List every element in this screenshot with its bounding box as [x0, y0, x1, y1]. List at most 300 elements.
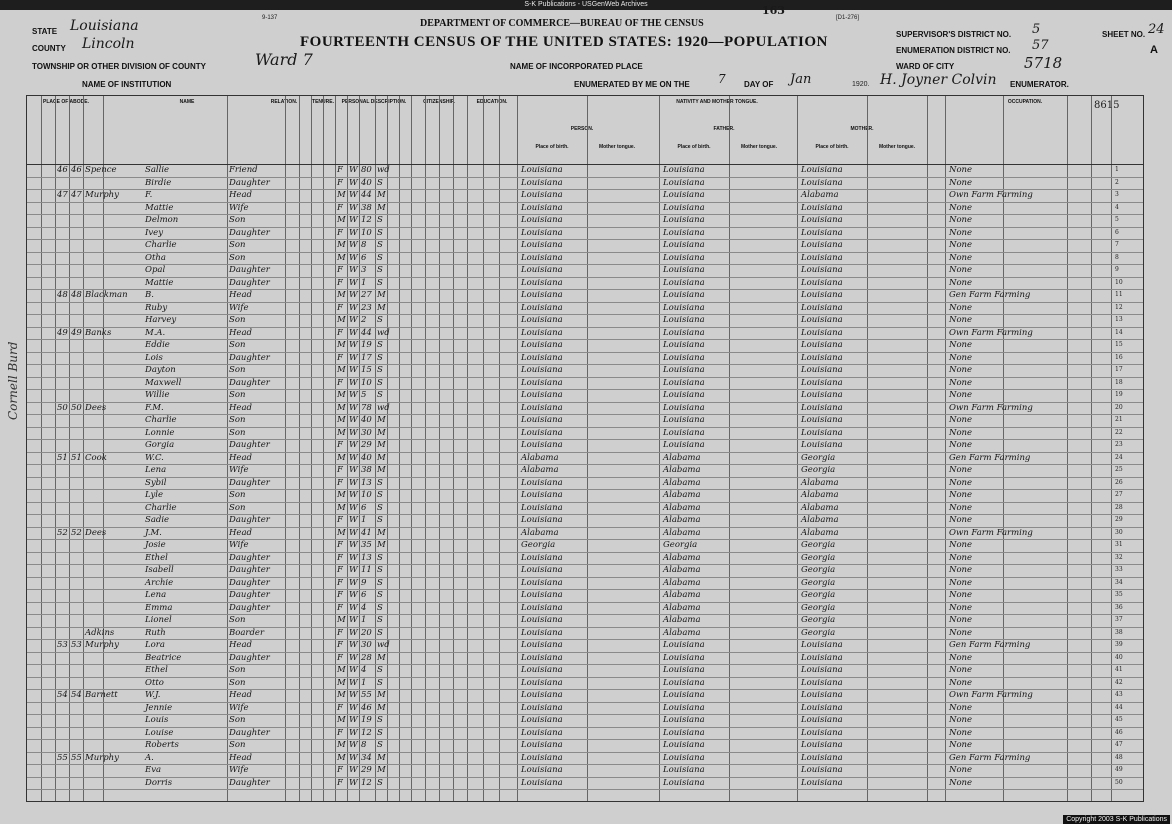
family-number: 55 — [71, 752, 82, 763]
table-row — [27, 502, 1143, 514]
birthplace-cell: Louisiana — [521, 240, 563, 250]
relation-cell: Son — [229, 740, 246, 750]
given-name-cell: Lonnie — [145, 427, 175, 438]
line-number: 19 — [1115, 391, 1123, 398]
age-cell: 35 — [361, 540, 372, 550]
occupation-cell: None — [949, 615, 973, 625]
marital-status-cell: M — [377, 652, 386, 663]
given-name-cell: Lyle — [145, 490, 164, 500]
mother-birthplace-cell: Georgia — [801, 565, 836, 575]
mother-birthplace-cell: Alabama — [801, 515, 839, 525]
occupation-cell: None — [949, 465, 973, 475]
table-row — [27, 289, 1143, 301]
occupation-cell: None — [949, 765, 973, 775]
father-birthplace-cell: Alabama — [663, 452, 701, 463]
race-cell: W — [349, 365, 358, 375]
occupation-cell: None — [949, 502, 973, 513]
sex-cell: M — [337, 190, 346, 200]
marital-status-cell: S — [377, 590, 383, 600]
race-cell: W — [349, 190, 358, 200]
enumerated-month: Jan — [790, 72, 812, 87]
marital-status-cell: M — [377, 540, 386, 550]
father-tongue-header: Mother tongue. — [740, 144, 778, 150]
age-cell: 29 — [361, 440, 372, 450]
sex-cell: M — [337, 290, 346, 300]
table-row — [27, 364, 1143, 376]
surname-cell: Murphy — [85, 190, 119, 200]
dwelling-number: 51 — [57, 452, 68, 463]
relation-cell: Son — [229, 215, 246, 225]
relation-cell: Daughter — [229, 552, 270, 563]
marital-status-cell: S — [377, 615, 383, 625]
occupation-cell: None — [949, 602, 973, 613]
line-number: 40 — [1115, 653, 1123, 661]
relation-header: RELATION. — [270, 99, 298, 105]
birthplace-cell: Louisiana — [521, 502, 563, 513]
marital-status-cell: S — [377, 565, 383, 575]
father-birthplace-cell: Louisiana — [663, 377, 705, 388]
mother-birthplace-cell: Georgia — [801, 552, 836, 563]
sex-cell: F — [337, 277, 343, 288]
father-birthplace-cell: Louisiana — [663, 240, 705, 250]
township-value: Ward 7 — [255, 50, 313, 69]
mother-birthplace-cell: Louisiana — [801, 227, 843, 238]
father-birthplace-cell: Louisiana — [663, 665, 705, 675]
marital-status-cell: S — [377, 377, 383, 388]
table-row — [27, 489, 1143, 501]
sheet-value: 24 — [1148, 22, 1165, 37]
father-birthplace-cell: Louisiana — [663, 302, 705, 313]
dwelling-number: 52 — [57, 527, 68, 538]
father-birthplace-cell: Louisiana — [663, 215, 705, 225]
father-birthplace-cell: Georgia — [663, 540, 698, 550]
birthplace-cell: Louisiana — [521, 290, 563, 300]
birthplace-cell: Louisiana — [521, 552, 563, 563]
relation-cell: Wife — [229, 702, 249, 713]
family-number: 47 — [71, 190, 82, 200]
surname-cell: Banks — [85, 327, 112, 338]
occupation-cell: None — [949, 565, 973, 575]
birthplace-cell: Louisiana — [521, 602, 563, 613]
line-number: 28 — [1115, 503, 1123, 511]
race-cell: W — [349, 765, 358, 775]
sex-cell: F — [337, 165, 343, 175]
sex-cell: F — [337, 440, 343, 450]
table-row — [27, 589, 1143, 601]
surname-cell: Murphy — [85, 752, 119, 763]
father-birthplace-cell: Alabama — [663, 552, 701, 563]
line-number: 33 — [1115, 566, 1123, 573]
relation-cell: Head — [229, 327, 252, 338]
relation-cell: Daughter — [229, 602, 270, 613]
race-cell: W — [349, 340, 358, 350]
line-number: 9 — [1115, 266, 1119, 273]
table-row — [27, 727, 1143, 739]
table-row — [27, 427, 1143, 439]
given-name-cell: Louise — [145, 727, 174, 738]
relation-cell: Son — [229, 677, 246, 688]
age-cell: 1 — [361, 277, 367, 288]
age-cell: 20 — [361, 627, 372, 638]
relation-cell: Wife — [229, 540, 249, 550]
occupation-cell: None — [949, 490, 973, 500]
marital-status-cell: S — [377, 490, 383, 500]
age-cell: 23 — [361, 302, 372, 313]
line-number: 25 — [1115, 466, 1123, 473]
given-name-cell: Charlie — [145, 415, 177, 425]
surname-cell: Dees — [85, 402, 107, 413]
relation-cell: Head — [229, 190, 252, 200]
table-row — [27, 439, 1143, 451]
relation-cell: Daughter — [229, 352, 270, 363]
line-number: 29 — [1115, 516, 1123, 523]
race-cell: W — [349, 602, 358, 613]
occupation-cell: None — [949, 440, 973, 450]
line-number: 16 — [1115, 353, 1123, 361]
father-birthplace-cell: Louisiana — [663, 315, 705, 325]
birthplace-cell: Louisiana — [521, 390, 563, 400]
age-cell: 30 — [361, 427, 372, 438]
occupation-cell: None — [949, 590, 973, 600]
father-birthplace-cell: Louisiana — [663, 765, 705, 775]
age-cell: 40 — [361, 452, 372, 463]
age-cell: 3 — [361, 265, 367, 275]
race-cell: W — [349, 452, 358, 463]
mother-birthplace-cell: Louisiana — [801, 315, 843, 325]
form-number: 9-137 — [262, 15, 278, 21]
father-birthplace-cell: Alabama — [663, 615, 701, 625]
sheet-stamp: 8615 — [1094, 100, 1120, 111]
given-name-cell: Jennie — [145, 702, 173, 713]
age-cell: 41 — [361, 527, 372, 538]
birthplace-cell: Louisiana — [521, 702, 563, 713]
birthplace-cell: Louisiana — [521, 365, 563, 375]
ward-label: WARD OF CITY — [896, 62, 955, 71]
age-cell: 6 — [361, 590, 367, 600]
mother-birthplace-cell: Louisiana — [801, 302, 843, 313]
marital-status-cell: M — [377, 690, 386, 700]
family-number: 50 — [71, 402, 82, 413]
mother-birthplace-cell: Louisiana — [801, 440, 843, 450]
birthplace-cell: Louisiana — [521, 277, 563, 288]
father-birthplace-cell: Louisiana — [663, 402, 705, 413]
given-name-cell: Roberts — [145, 740, 179, 750]
mother-birthplace-cell: Louisiana — [801, 777, 843, 788]
table-row — [27, 714, 1143, 726]
occupation-cell: None — [949, 427, 973, 438]
given-name-cell: Mattie — [145, 202, 174, 213]
age-cell: 12 — [361, 215, 372, 225]
marital-status-cell: S — [377, 577, 383, 588]
occupation-cell: None — [949, 390, 973, 400]
given-name-cell: Otha — [145, 252, 166, 263]
mother-birthplace-cell: Georgia — [801, 465, 836, 475]
age-cell: 27 — [361, 290, 372, 300]
occupation-cell: None — [949, 715, 973, 725]
race-cell: W — [349, 165, 358, 175]
county-value: Lincoln — [82, 36, 135, 52]
sex-cell: F — [337, 177, 343, 188]
table-row — [27, 564, 1143, 576]
mother-birthplace-cell: Louisiana — [801, 177, 843, 188]
page-number: 163 — [762, 4, 785, 17]
birthplace-cell: Alabama — [521, 465, 559, 475]
race-cell: W — [349, 615, 358, 625]
marital-status-cell: S — [377, 252, 383, 263]
mother-birthplace-cell: Louisiana — [801, 752, 843, 763]
age-cell: 15 — [361, 365, 372, 375]
marital-status-cell: M — [377, 752, 386, 763]
table-row — [27, 464, 1143, 476]
occupation-cell: None — [949, 277, 973, 288]
marital-status-cell: S — [377, 665, 383, 675]
sex-cell: F — [337, 352, 343, 363]
mother-birthplace-cell: Louisiana — [801, 365, 843, 375]
line-number: 17 — [1115, 366, 1123, 373]
father-birthplace-cell: Louisiana — [663, 165, 705, 175]
father-birthplace-cell: Alabama — [663, 502, 701, 513]
line-number: 8 — [1115, 253, 1119, 261]
age-cell: 19 — [361, 340, 372, 350]
mother-birthplace-cell: Louisiana — [801, 740, 843, 750]
mother-birthplace-cell: Louisiana — [801, 390, 843, 400]
line-number: 35 — [1115, 591, 1123, 598]
given-name-cell: Emma — [145, 602, 173, 613]
given-name-cell: Harvey — [145, 315, 177, 325]
birthplace-cell: Louisiana — [521, 315, 563, 325]
birthplace-cell: Louisiana — [521, 752, 563, 763]
line-number: 2 — [1115, 178, 1119, 186]
birthplace-cell: Louisiana — [521, 252, 563, 263]
relation-cell: Daughter — [229, 477, 270, 488]
occupation-cell: None — [949, 515, 973, 525]
age-cell: 2 — [361, 315, 367, 325]
given-name-cell: Sybil — [145, 477, 167, 488]
race-cell: W — [349, 240, 358, 250]
table-row — [27, 602, 1143, 614]
given-name-cell: Ivey — [145, 227, 163, 238]
birthplace-cell: Louisiana — [521, 477, 563, 488]
birthplace-cell: Louisiana — [521, 715, 563, 725]
sex-cell: F — [337, 377, 343, 388]
sex-cell: F — [337, 652, 343, 663]
table-row — [27, 177, 1143, 189]
race-cell: W — [349, 177, 358, 188]
birthplace-cell: Louisiana — [521, 427, 563, 438]
sex-cell: F — [337, 602, 343, 613]
line-number: 48 — [1115, 753, 1123, 761]
table-row — [27, 677, 1143, 689]
relation-cell: Head — [229, 640, 252, 650]
given-name-cell: B. — [145, 290, 154, 300]
table-row — [27, 664, 1143, 676]
mother-birthplace-cell: Louisiana — [801, 665, 843, 675]
top-banner: S-K Publications - USGenWeb Archives — [0, 0, 1172, 10]
father-birthplace-cell: Louisiana — [663, 677, 705, 688]
dwelling-number: 46 — [57, 165, 68, 175]
table-row — [27, 639, 1143, 651]
race-cell: W — [349, 327, 358, 338]
line-number: 13 — [1115, 316, 1123, 323]
age-cell: 1 — [361, 615, 367, 625]
marital-status-cell: S — [377, 352, 383, 363]
dwelling-number: 53 — [57, 640, 68, 650]
line-number: 41 — [1115, 666, 1123, 673]
given-name-cell: Ethel — [145, 552, 168, 563]
dwelling-number: 47 — [57, 190, 68, 200]
age-cell: 46 — [361, 702, 372, 713]
nativity-header: NATIVITY AND MOTHER TONGUE. — [676, 99, 758, 105]
line-number: 44 — [1115, 703, 1123, 711]
birthplace-cell: Louisiana — [521, 327, 563, 338]
father-birthplace-cell: Louisiana — [663, 252, 705, 263]
table-row — [27, 339, 1143, 351]
marital-status-cell: wd — [377, 640, 390, 650]
given-name-cell: Opal — [145, 265, 166, 275]
table-row — [27, 514, 1143, 526]
relation-cell: Head — [229, 752, 252, 763]
dwelling-number: 49 — [57, 327, 68, 338]
occupation-cell: None — [949, 215, 973, 225]
age-cell: 44 — [361, 190, 372, 200]
table-row — [27, 577, 1143, 589]
age-cell: 4 — [361, 665, 367, 675]
table-row — [27, 527, 1143, 539]
race-cell: W — [349, 677, 358, 688]
mother-birthplace-cell: Georgia — [801, 602, 836, 613]
age-cell: 40 — [361, 415, 372, 425]
family-number: 51 — [71, 452, 82, 463]
marital-status-cell: S — [377, 277, 383, 288]
line-number: 26 — [1115, 478, 1123, 486]
relation-cell: Wife — [229, 765, 249, 775]
sex-cell: F — [337, 702, 343, 713]
sex-cell: M — [337, 415, 346, 425]
mother-birthplace-cell: Louisiana — [801, 240, 843, 250]
surname-cell: Murphy — [85, 640, 119, 650]
enumerator-name: H. Joyner Colvin — [880, 72, 997, 88]
birthplace-cell: Louisiana — [521, 402, 563, 413]
age-cell: 13 — [361, 477, 372, 488]
page-title: FOURTEENTH CENSUS OF THE UNITED STATES: 1920—POPULATION — [300, 34, 828, 50]
line-number: 47 — [1115, 741, 1123, 748]
father-birthplace-cell: Louisiana — [663, 640, 705, 650]
given-name-cell: Ethel — [145, 665, 168, 675]
occupation-cell: Own Farm Farming — [949, 690, 1033, 700]
race-cell: W — [349, 302, 358, 313]
age-cell: 11 — [361, 565, 372, 575]
marital-status-cell: S — [377, 677, 383, 688]
race-cell: W — [349, 652, 358, 663]
marital-status-cell: M — [377, 415, 386, 425]
occupation-cell: None — [949, 665, 973, 675]
father-birthplace-cell: Alabama — [663, 602, 701, 613]
race-cell: W — [349, 515, 358, 525]
sex-cell: M — [337, 665, 346, 675]
mother-birthplace-cell: Louisiana — [801, 265, 843, 275]
race-cell: W — [349, 702, 358, 713]
relation-cell: Daughter — [229, 727, 270, 738]
mother-birth-header: Place of birth. — [815, 144, 849, 150]
mother-birthplace-cell: Louisiana — [801, 252, 843, 263]
age-cell: 55 — [361, 690, 372, 700]
marital-status-cell: M — [377, 465, 386, 475]
age-cell: 8 — [361, 740, 367, 750]
occupation-cell: None — [949, 727, 973, 738]
occupation-cell: None — [949, 552, 973, 563]
surname-cell: Adkins — [85, 627, 115, 638]
occupation-cell: None — [949, 165, 973, 175]
marital-status-cell: S — [377, 215, 383, 225]
given-name-cell: Delmon — [145, 215, 179, 225]
line-number: 49 — [1115, 766, 1123, 773]
given-name-cell: W.J. — [145, 690, 161, 700]
sex-cell: F — [337, 590, 343, 600]
occupation-cell: Gen Farm Farming — [949, 290, 1031, 300]
marital-status-cell: wd — [377, 165, 390, 175]
race-cell: W — [349, 665, 358, 675]
occupation-cell: None — [949, 477, 973, 488]
relation-cell: Wife — [229, 202, 249, 213]
marital-status-cell: M — [377, 290, 386, 300]
age-cell: 34 — [361, 752, 372, 763]
given-name-cell: Charlie — [145, 502, 177, 513]
dwelling-number: 55 — [57, 752, 68, 763]
given-name-cell: Dorris — [145, 777, 173, 788]
sex-cell: M — [337, 402, 346, 413]
occupation-cell: None — [949, 677, 973, 688]
sex-cell: M — [337, 690, 346, 700]
relation-cell: Daughter — [229, 777, 270, 788]
age-cell: 12 — [361, 727, 372, 738]
given-name-cell: Birdie — [145, 177, 172, 188]
father-birthplace-cell: Louisiana — [663, 440, 705, 450]
mother-birthplace-cell: Louisiana — [801, 715, 843, 725]
given-name-cell: Isabell — [145, 565, 174, 575]
mother-birthplace-cell: Louisiana — [801, 277, 843, 288]
race-cell: W — [349, 202, 358, 213]
dwelling-number: 50 — [57, 402, 68, 413]
age-cell: 44 — [361, 327, 372, 338]
race-cell: W — [349, 490, 358, 500]
line-number: 21 — [1115, 416, 1123, 423]
table-row — [27, 327, 1143, 339]
relation-cell: Daughter — [229, 565, 270, 575]
relation-cell: Head — [229, 690, 252, 700]
mother-birthplace-cell: Louisiana — [801, 165, 843, 175]
race-cell: W — [349, 777, 358, 788]
race-cell: W — [349, 227, 358, 238]
relation-cell: Son — [229, 252, 246, 263]
line-number: 12 — [1115, 303, 1123, 311]
mother-birthplace-cell: Louisiana — [801, 765, 843, 775]
birthplace-cell: Louisiana — [521, 227, 563, 238]
given-name-cell: Charlie — [145, 240, 177, 250]
table-row — [27, 452, 1143, 464]
mother-birthplace-cell: Alabama — [801, 477, 839, 488]
given-name-cell: J.M. — [145, 527, 162, 538]
personal-header: PERSONAL DESCRIPTION. — [341, 99, 407, 105]
birthplace-cell: Louisiana — [521, 190, 563, 200]
mother-birthplace-cell: Louisiana — [801, 215, 843, 225]
given-name-cell: Beatrice — [145, 652, 182, 663]
ed-label: ENUMERATION DISTRICT NO. — [896, 46, 1011, 55]
occupation-cell: Own Farm Farming — [949, 402, 1033, 413]
occupation-cell: None — [949, 352, 973, 363]
age-cell: 12 — [361, 777, 372, 788]
mother-birthplace-cell: Louisiana — [801, 677, 843, 688]
marital-status-cell: M — [377, 427, 386, 438]
